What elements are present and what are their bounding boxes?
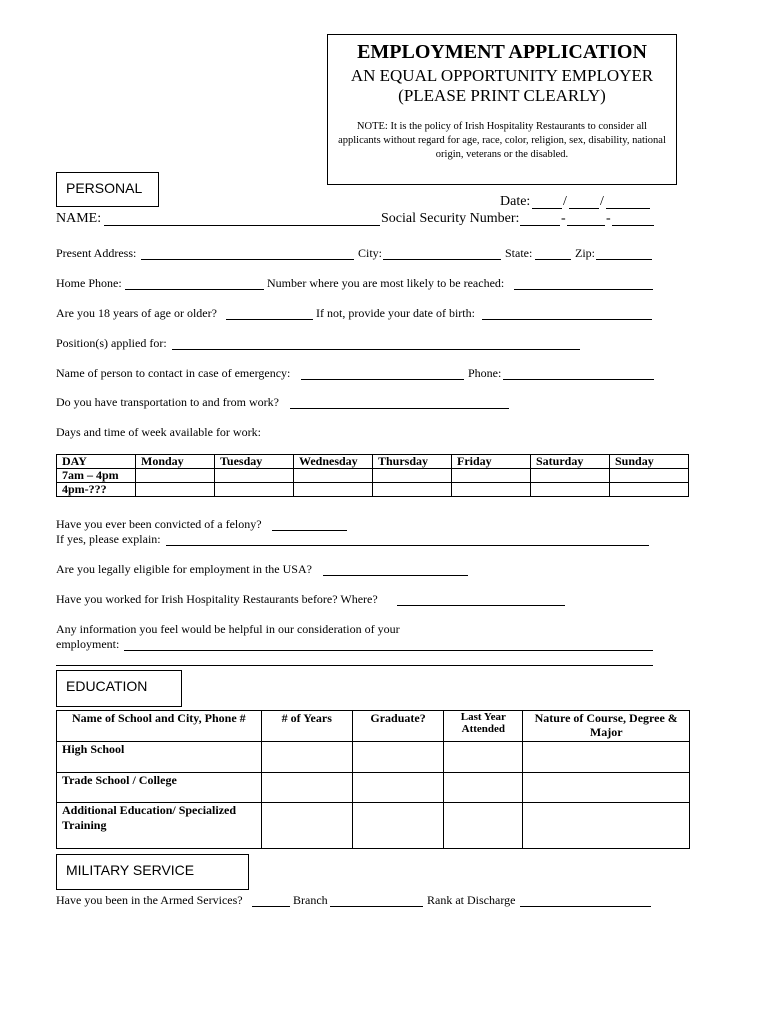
education-cell[interactable] xyxy=(261,773,352,803)
col-wednesday: Wednesday xyxy=(294,455,373,469)
row-label-trade-school: Trade School / College xyxy=(57,773,262,803)
felony-question: Have you ever been convicted of a felony? xyxy=(56,517,262,531)
row-label-high-school: High School xyxy=(57,742,262,773)
availability-cell[interactable] xyxy=(215,469,294,483)
education-cell[interactable] xyxy=(261,742,352,773)
col-school-name: Name of School and City, Phone # xyxy=(57,711,262,742)
transport-question: Do you have transportation to and from work? xyxy=(56,395,279,409)
home-phone-field[interactable] xyxy=(125,289,264,290)
date-label: Date: xyxy=(500,194,531,209)
transport-field[interactable] xyxy=(290,408,509,409)
age-answer-field[interactable] xyxy=(226,319,313,320)
education-section-label: EDUCATION xyxy=(56,670,182,707)
table-row xyxy=(57,742,690,773)
col-thursday: Thursday xyxy=(373,455,452,469)
col-day: DAY xyxy=(57,455,136,469)
availability-table xyxy=(56,454,689,497)
date-month-field[interactable] xyxy=(532,208,562,209)
col-last-year: Last Year Attended xyxy=(444,711,523,742)
availability-cell[interactable] xyxy=(294,483,373,497)
name-field[interactable] xyxy=(104,225,380,226)
ssn-part1-field[interactable] xyxy=(520,225,560,226)
education-header-row xyxy=(57,711,690,742)
availability-cell[interactable] xyxy=(531,483,610,497)
education-cell[interactable] xyxy=(523,803,690,849)
col-graduate: Graduate? xyxy=(352,711,443,742)
additional-info-field-2[interactable] xyxy=(56,665,653,666)
availability-cell[interactable] xyxy=(610,483,689,497)
col-years: # of Years xyxy=(261,711,352,742)
availability-cell[interactable] xyxy=(215,483,294,497)
state-label: State: xyxy=(505,246,533,260)
emergency-contact-field[interactable] xyxy=(301,379,464,380)
emergency-phone-field[interactable] xyxy=(503,379,654,380)
address-label: Present Address: xyxy=(56,246,137,260)
education-cell[interactable] xyxy=(352,803,443,849)
availability-cell[interactable] xyxy=(373,483,452,497)
education-cell[interactable] xyxy=(352,742,443,773)
education-cell[interactable] xyxy=(261,803,352,849)
rank-field[interactable] xyxy=(520,906,651,907)
table-row xyxy=(57,469,689,483)
personal-section-label: PERSONAL xyxy=(56,172,159,207)
dob-label: If not, provide your date of birth: xyxy=(316,306,475,320)
state-field[interactable] xyxy=(535,259,571,260)
armed-services-field[interactable] xyxy=(252,906,290,907)
availability-cell[interactable] xyxy=(610,469,689,483)
education-cell[interactable] xyxy=(352,773,443,803)
position-field[interactable] xyxy=(172,349,580,350)
col-monday: Monday xyxy=(136,455,215,469)
availability-cell[interactable] xyxy=(294,469,373,483)
policy-note: NOTE: It is the policy of Irish Hospitality Restaurants to consider all applicants without regard for age, race, color, religion, sex, disability, national origin, veterans or the disabled. xyxy=(338,121,666,160)
col-course-degree: Nature of Course, Degree & Major xyxy=(523,711,690,742)
position-label: Position(s) applied for: xyxy=(56,336,167,350)
availability-header-row xyxy=(57,455,689,469)
table-row xyxy=(57,773,690,803)
form-subtitle: AN EQUAL OPPORTUNITY EMPLOYER xyxy=(350,66,654,85)
header-box xyxy=(327,34,677,185)
availability-cell[interactable] xyxy=(452,483,531,497)
availability-label: Days and time of week available for work: xyxy=(56,425,261,439)
ssn-part2-field[interactable] xyxy=(567,225,605,226)
education-cell[interactable] xyxy=(444,773,523,803)
ssn-label: Social Security Number: xyxy=(381,211,520,226)
education-cell[interactable] xyxy=(444,803,523,849)
row-label-additional-education: Additional Education/ Specialized Training xyxy=(57,803,262,849)
date-day-field[interactable] xyxy=(569,208,599,209)
armed-services-question: Have you been in the Armed Services? xyxy=(56,893,243,907)
eligibility-field[interactable] xyxy=(323,575,468,576)
dob-field[interactable] xyxy=(482,319,652,320)
military-section-label: MILITARY SERVICE xyxy=(56,854,249,890)
felony-explain-field[interactable] xyxy=(166,545,649,546)
availability-cell[interactable] xyxy=(452,469,531,483)
emergency-phone-label: Phone: xyxy=(468,366,502,380)
row-label-day-shift: 7am – 4pm xyxy=(57,469,136,483)
eligibility-question: Are you legally eligible for employment in the USA? xyxy=(56,562,312,576)
rank-label: Rank at Discharge xyxy=(427,893,516,907)
row-label-evening-shift: 4pm-??? xyxy=(57,483,136,497)
ssn-part3-field[interactable] xyxy=(612,225,654,226)
table-row xyxy=(57,803,690,849)
col-sunday: Sunday xyxy=(610,455,689,469)
availability-cell[interactable] xyxy=(136,483,215,497)
additional-info-field-1[interactable] xyxy=(124,650,653,651)
reach-number-label: Number where you are most likely to be reached: xyxy=(267,276,505,290)
zip-field[interactable] xyxy=(596,259,652,260)
branch-label: Branch xyxy=(293,893,328,907)
col-friday: Friday xyxy=(452,455,531,469)
education-cell[interactable] xyxy=(523,742,690,773)
education-cell[interactable] xyxy=(523,773,690,803)
address-field[interactable] xyxy=(141,259,354,260)
additional-info-label-line1: Any information you feel would be helpful in our consideration of your xyxy=(56,622,400,636)
branch-field[interactable] xyxy=(330,906,423,907)
availability-cell[interactable] xyxy=(136,469,215,483)
home-phone-label: Home Phone: xyxy=(56,276,122,290)
worked-before-field[interactable] xyxy=(397,605,565,606)
name-label: NAME: xyxy=(56,211,102,226)
table-row xyxy=(57,483,689,497)
worked-before-question: Have you worked for Irish Hospitality Restaurants before? Where? xyxy=(56,592,378,606)
form-instruction: (PLEASE PRINT CLEARLY) xyxy=(398,86,606,105)
felony-explain-label: If yes, please explain: xyxy=(56,532,161,546)
emergency-contact-label: Name of person to contact in case of emergency: xyxy=(56,366,291,380)
availability-cell[interactable] xyxy=(373,469,452,483)
availability-cell[interactable] xyxy=(531,469,610,483)
form-title: EMPLOYMENT APPLICATION xyxy=(357,41,647,63)
zip-label: Zip: xyxy=(575,246,595,260)
education-cell[interactable] xyxy=(444,742,523,773)
date-year-field[interactable] xyxy=(606,208,650,209)
reach-number-field[interactable] xyxy=(514,289,653,290)
felony-answer-field[interactable] xyxy=(272,530,347,531)
additional-info-label-line2: employment: xyxy=(56,637,120,651)
col-tuesday: Tuesday xyxy=(215,455,294,469)
age-question: Are you 18 years of age or older? xyxy=(56,306,217,320)
city-field[interactable] xyxy=(383,259,501,260)
education-table xyxy=(56,710,690,849)
col-saturday: Saturday xyxy=(531,455,610,469)
city-label: City: xyxy=(358,246,383,260)
